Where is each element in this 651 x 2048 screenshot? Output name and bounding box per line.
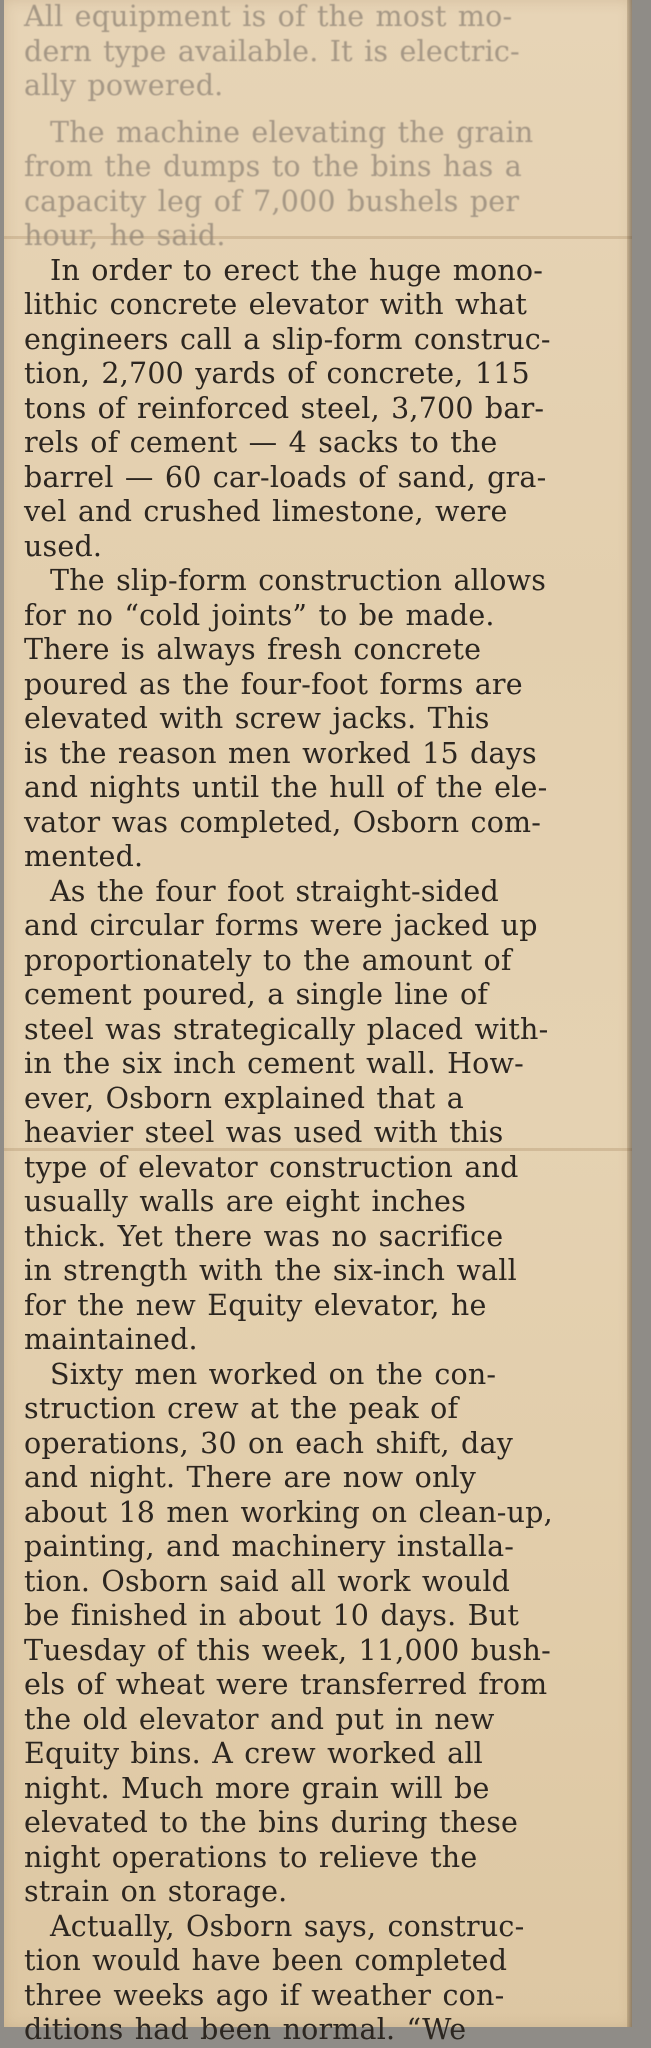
article-paragraph: The slip-form construction allows for no “cold joints” to be made. There is always fresh concrete poured as the four-foot forms are elevated with screw jacks. This is the reason men worked 15 days and nights until the hull of the ele- vator was completed, Osborn com- mented. [24,564,548,873]
article-column [24,0,620,2048]
article-paragraph: In order to erect the huge mono- lithic concrete elevator with what engineers call a slip-form construc- tion, 2,700 yards of concrete, 115 tons of reinforced steel, 3,700 bar- rels of cement — 4 sacks to the barrel — 60 car-loads of sand, gra- vel and crushed limestone, were used. [24,253,551,563]
newspaper-clipping [4,0,632,2046]
article-paragraph: The machine elevating the grain from the dumps to the bins has a capacity leg of 7,000 bushels per hour, he said. [24,115,534,252]
article-paragraph: Sixty men worked on the con- struction crew at the peak of operations, 30 on each shift, day and night. There are now only about 18 men working on clean-up, painting, and machinery installa- tion. Osborn said all work would be finished in about 10 days. But Tuesday of this week, 11,000 bush- els of wheat were transferred from the old elevator and put in new Equity bins. A crew worked all night. Much more grain will be elevated to the bins during these night operations to relieve the strain on storage. [24,1357,553,1908]
clipping-edge [627,0,632,2027]
paragraph-gap [24,104,620,116]
article-paragraph: As the four foot straight-sided and circular forms were jacked up proportionately to the amount of cement poured, a single line of steel was strategically placed with- in the six inch cement wall. How- ever, Osborn explained that a heavier steel was used with this type of elevator construction and usually walls are eight inches thick. Yet there was no sacrifice in strength with the six-inch wall for the new Equity elevator, he maintained. [24,874,549,1356]
article-paragraph: Actually, Osborn says, construc- tion would have been completed three weeks ago if weather con- ditions had been normal. “We [24,1909,525,2046]
article-paragraph: All equipment is of the most mo- dern type available. It is electric- ally powered. [24,0,520,102]
